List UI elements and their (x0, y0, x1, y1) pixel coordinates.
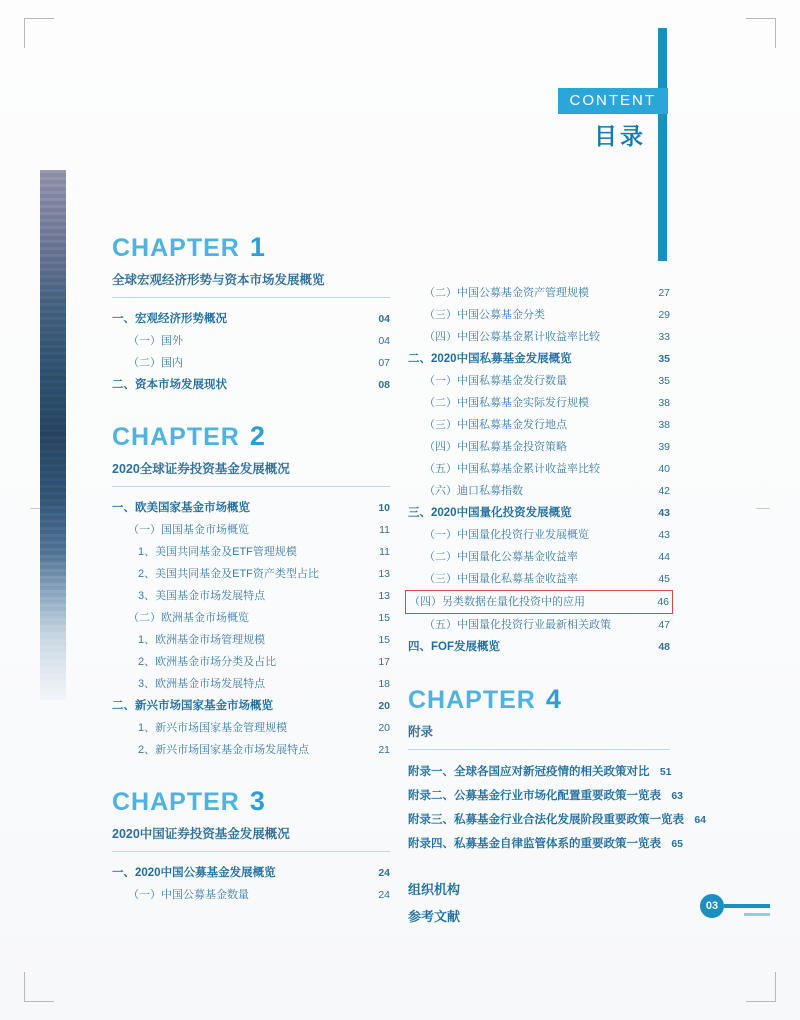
toc-entry-label: 一、2020中国公募基金发展概览 (112, 866, 276, 879)
toc-entry[interactable] (112, 563, 390, 585)
toc-entry-label: 二、2020中国私募基金发展概览 (408, 352, 572, 365)
spacer (112, 906, 390, 913)
toc-entry[interactable] (408, 304, 670, 326)
toc-entry-page: 15 (378, 611, 390, 624)
toc-entry[interactable] (408, 760, 670, 784)
toc-entry[interactable] (408, 784, 683, 808)
organization-heading[interactable]: 组织机构 (408, 882, 461, 897)
toc-entry[interactable] (112, 541, 390, 563)
toc-entry-page: 21 (378, 743, 390, 756)
toc-entry[interactable] (408, 480, 670, 502)
toc-entry[interactable] (112, 352, 390, 374)
toc-entry[interactable] (408, 370, 670, 392)
toc-entry-page: 11 (379, 545, 390, 558)
toc-entry-label: 附录二、公募基金行业市场化配置重要政策一览表 (408, 789, 661, 802)
toc-entry[interactable] (112, 308, 390, 330)
toc-entry-page: 40 (658, 462, 670, 475)
spacer (112, 396, 390, 403)
registration-tick-right (756, 508, 770, 509)
toc-entry[interactable] (408, 326, 670, 348)
toc-entry[interactable] (112, 739, 390, 761)
toc-entry[interactable] (408, 436, 670, 458)
crop-mark-top-right (746, 18, 776, 48)
toc-entry[interactable] (112, 629, 390, 651)
toc-entry[interactable] (112, 717, 390, 739)
toc-entry-page: 38 (658, 418, 670, 431)
toc-entry[interactable] (408, 568, 670, 590)
chapter-number: 4 (545, 684, 562, 714)
chapter-block (112, 421, 390, 768)
toc-entry-page: 24 (378, 888, 390, 901)
toc-entry-label: 一、欧美国家基金市场概览 (112, 501, 250, 514)
toc-entry-page: 44 (658, 550, 670, 563)
toc-entry-page: 13 (378, 567, 390, 580)
toc-entry-page: 64 (694, 813, 706, 826)
toc-entry-label: （三）中国私募基金发行地点 (424, 418, 567, 431)
toc-entry-label: （二）欧洲基金市场概览 (128, 611, 249, 624)
chapter-heading (408, 684, 670, 715)
chapter-number: 3 (249, 786, 266, 816)
toc-entry-page: 20 (378, 699, 390, 712)
page-title: 目录 (594, 123, 646, 149)
toc-entry[interactable] (408, 392, 670, 414)
toc-entry-page: 45 (658, 572, 670, 585)
chapter-subtitle: 全球宏观经济形势与资本市场发展概览 (112, 273, 325, 287)
toc-entry-page: 29 (658, 308, 670, 321)
toc-entry-page: 13 (378, 589, 390, 602)
toc-entry-label: （二）国内 (128, 356, 183, 369)
content-tag: CONTENT (558, 88, 669, 114)
chapter-subtitle: 2020中国证券投资基金发展概况 (112, 827, 290, 841)
chapter-heading (112, 232, 390, 263)
toc-entry-label: 二、新兴市场国家基金市场概览 (112, 699, 273, 712)
chapter-divider (112, 297, 390, 298)
chapter-word: CHAPTER (112, 234, 240, 262)
toc-entry-page: 07 (378, 356, 390, 369)
toc-entry-page: 63 (671, 789, 683, 802)
toc-entry-label: （五）中国量化投资行业最新相关政策 (424, 618, 611, 631)
toc-entry-page: 10 (378, 501, 390, 514)
toc-entry-label: （三）中国量化私募基金收益率 (424, 572, 578, 585)
spacer (408, 856, 670, 863)
page-footer-bar (724, 904, 770, 908)
toc-entry[interactable] (112, 330, 390, 352)
toc-entry-label: 附录一、全球各国应对新冠疫情的相关政策对比 (408, 765, 650, 778)
toc-entry-page: 04 (378, 334, 390, 347)
toc-entry-page: 27 (658, 286, 670, 299)
chapter-heading (112, 421, 390, 452)
toc-entry-page: 43 (658, 506, 670, 519)
toc-entry-page: 48 (658, 640, 670, 653)
toc-entry-label: （一）中国私募基金发行数量 (424, 374, 567, 387)
chapter-divider (112, 486, 390, 487)
header-vertical-bar (658, 28, 667, 261)
toc-entry-label: 1、欧洲基金市场管理规模 (138, 633, 266, 646)
toc-entry-label: （一）国国基金市场概览 (128, 523, 249, 536)
toc-entry-page: 18 (378, 677, 390, 690)
toc-entry[interactable] (408, 636, 670, 658)
toc-column-right (408, 282, 706, 925)
chapter-number: 1 (249, 232, 266, 262)
toc-entry-label: 四、FOF发展概览 (408, 640, 500, 653)
toc-entry-page: 33 (658, 330, 670, 343)
toc-entry-label: （二）中国公募基金资产管理规模 (424, 286, 589, 299)
toc-entry[interactable] (112, 884, 390, 906)
chapter-word: CHAPTER (112, 788, 240, 816)
toc-entry[interactable] (408, 524, 670, 546)
page-footer-bar-secondary (744, 913, 770, 916)
toc-entry-label: 二、资本市场发展现状 (112, 378, 227, 391)
toc-entry[interactable] (408, 414, 670, 436)
toc-entry[interactable] (112, 862, 390, 884)
toc-entry-label: 2、美国共同基金及ETF资产类型占比 (138, 567, 319, 580)
toc-entry-page: 38 (658, 396, 670, 409)
toc-entry-page: 24 (378, 866, 390, 879)
toc-entry[interactable] (112, 607, 390, 629)
toc-entry-label: （六）迪口私募指数 (424, 484, 523, 497)
crop-mark-top-left (24, 18, 54, 48)
toc-entry[interactable] (112, 673, 390, 695)
spacer (112, 761, 390, 768)
chapter-word: CHAPTER (112, 423, 240, 451)
toc-entry[interactable] (408, 832, 683, 856)
toc-entry-label: （一）中国公募基金数量 (128, 888, 249, 901)
references-heading[interactable]: 参考文献 (408, 909, 461, 924)
toc-entry-label: （五）中国私募基金累计收益率比较 (424, 462, 600, 475)
toc-entry-page: 43 (658, 528, 670, 541)
chapter-number: 2 (249, 421, 266, 451)
toc-entry[interactable] (112, 497, 390, 519)
toc-entry-label: （三）中国公募基金分类 (424, 308, 545, 321)
decorative-photo-strip (40, 170, 66, 700)
toc-column-left (112, 232, 390, 919)
toc-entry-label: 附录四、私募基金自律监管体系的重要政策一览表 (408, 837, 661, 850)
toc-entry[interactable] (112, 585, 390, 607)
toc-entry-page: 46 (657, 595, 669, 608)
toc-entry[interactable] (112, 374, 390, 396)
toc-entry-label: 1、美国共同基金及ETF管理规模 (138, 545, 297, 558)
toc-entry-page: 11 (379, 523, 390, 536)
toc-entry[interactable] (112, 695, 390, 717)
crop-mark-bottom-left (24, 972, 54, 1002)
toc-entry[interactable] (112, 519, 390, 541)
toc-entry-page: 35 (658, 352, 670, 365)
toc-entry-label: （一）中国量化投资行业发展概览 (424, 528, 589, 541)
toc-entry-label: 2、欧洲基金市场分类及占比 (138, 655, 277, 668)
chapter-word: CHAPTER (408, 686, 536, 714)
toc-entry-label: （四）中国公募基金累计收益率比较 (424, 330, 600, 343)
toc-entry-label: （四）中国私募基金投资策略 (424, 440, 567, 453)
toc-entry-page: 35 (658, 374, 670, 387)
toc-entry-label: 3、美国基金市场发展特点 (138, 589, 266, 602)
toc-entry-label: （四）另类数据在量化投资中的应用 (409, 595, 585, 608)
chapter-block (112, 232, 390, 403)
toc-entry-page: 39 (658, 440, 670, 453)
crop-mark-bottom-right (746, 972, 776, 1002)
chapter-block (408, 684, 706, 863)
toc-entry-page: 15 (378, 633, 390, 646)
toc-entry-page: 08 (378, 378, 390, 391)
toc-entry-page: 20 (378, 721, 390, 734)
toc-entry-label: 1、新兴市场国家基金管理规模 (138, 721, 288, 734)
toc-entry[interactable] (408, 546, 670, 568)
toc-entry-page: 65 (671, 837, 683, 850)
toc-entry[interactable] (408, 458, 670, 480)
toc-entry-page: 47 (658, 618, 670, 631)
toc-entry[interactable] (408, 282, 670, 304)
chapter-heading (112, 786, 390, 817)
chapter-divider (112, 851, 390, 852)
toc-entry-label: 2、新兴市场国家基金市场发展特点 (138, 743, 310, 756)
toc-entry-page: 04 (378, 312, 390, 325)
toc-entry-page: 51 (659, 765, 672, 778)
toc-entry-label: 附录三、私募基金行业合法化发展阶段重要政策一览表 (408, 813, 684, 826)
toc-entry-label: （二）中国量化公募基金收益率 (424, 550, 578, 563)
toc-entry-label: （二）中国私募基金实际发行规模 (424, 396, 589, 409)
toc-entry[interactable] (408, 614, 670, 636)
chapter-subtitle: 2020全球证券投资基金发展概况 (112, 462, 290, 476)
toc-entry[interactable] (408, 808, 706, 832)
toc-entry-label: 一、宏观经济形势概况 (112, 312, 227, 325)
toc-entry-label: 3、欧洲基金市场发展特点 (138, 677, 266, 690)
toc-entry-label: 三、2020中国量化投资发展概览 (408, 506, 572, 519)
chapter-block (112, 786, 390, 913)
toc-entry-page: 17 (378, 655, 390, 668)
toc-entry[interactable] (112, 651, 390, 673)
page-number-badge: 03 (700, 894, 724, 918)
chapter-divider (408, 749, 670, 750)
toc-entry[interactable] (408, 348, 670, 370)
chapter-subtitle: 附录 (408, 725, 434, 739)
toc-entry-page: 42 (658, 484, 670, 497)
toc-entry-label: （一）国外 (128, 334, 183, 347)
toc-entry[interactable] (405, 590, 673, 614)
toc-entry[interactable] (408, 502, 670, 524)
